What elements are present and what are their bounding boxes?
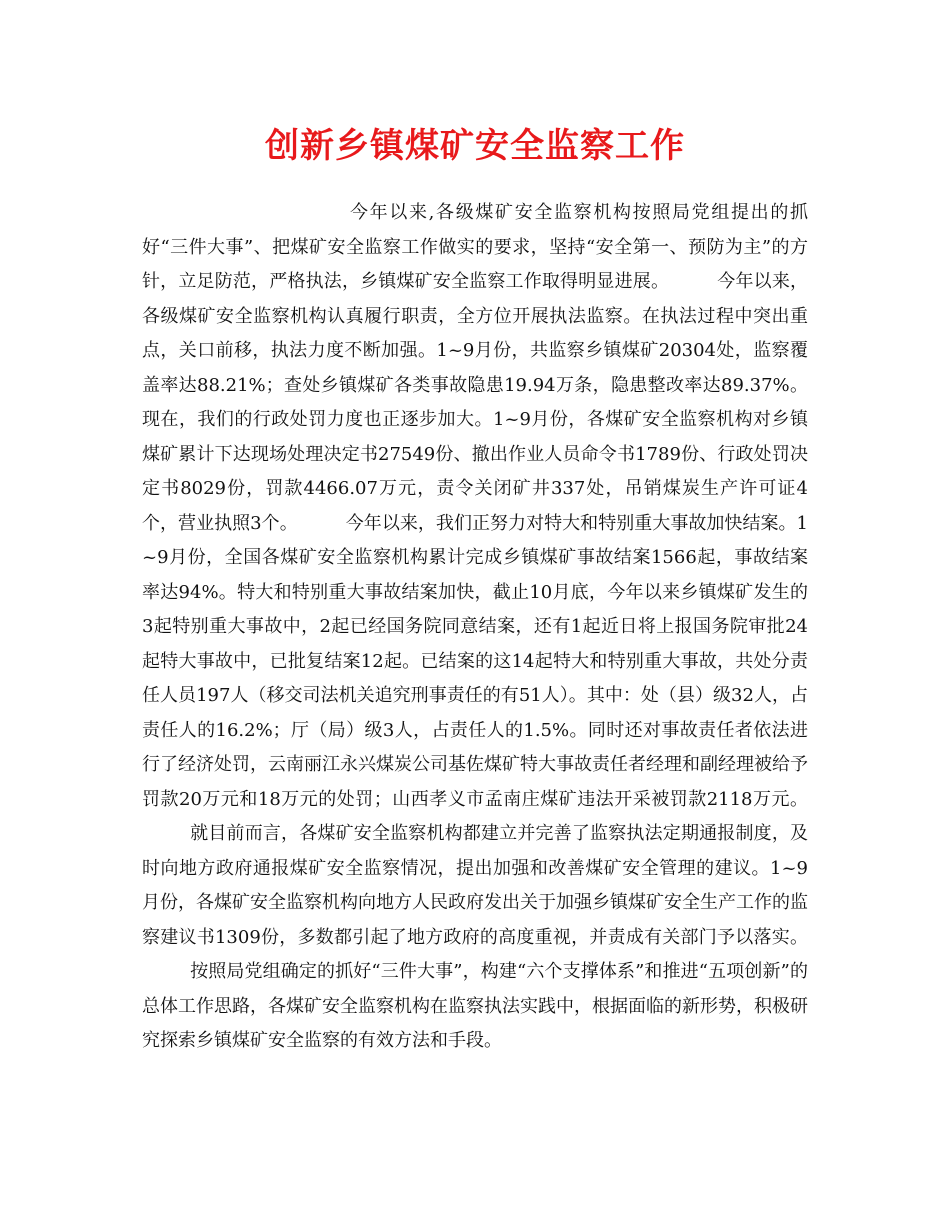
- document-title: 创新乡镇煤矿安全监察工作: [265, 126, 685, 166]
- paragraph-2: 今年以来，各级煤矿安全监察机构认真履行职责，全方位开展执法监察。在执法过程中突出重点，关口前移，执法力度不断加强。1~9月份，共监察乡镇煤矿20304处，监察覆盖率达88.21%；查处乡镇煤矿各类事故隐患19.94万条，隐患整改率达89.37%。现在，我们的行政处罚力度也正逐步加大。1~9月份，各煤矿安全监察机构对乡镇煤矿累计下达现场处理决定书27549份、撤出作业人员命令书1789份、行政处罚决定书8029份，罚款4466.07万元，责令关闭矿井337处，吊销煤炭生产许可证4个，营业执照3个。: [142, 271, 809, 534]
- paragraph-3: 今年以来，我们正努力对特大和特别重大事故加快结案。1~9月份，全国各煤矿安全监察机构累计完成乡镇煤矿事故结案1566起，事故结案率达94%。特大和特别重大事故结案加快，截止10月底，今年以来乡镇煤矿发生的3起特别重大事故中，2起已经国务院同意结案，还有1起近日将上报国务院审批24起特大事故中，已批复结案12起。已结案的这14起特大和特别重大事故，共处分责任人员197人（移交司法机关追究刑事责任的有51人）。其中：处（县）级32人，占责任人的16.2%；厅（局）级3人，占责任人的1.5%。同时还对事故责任者依法进行了经济处罚，云南丽江永兴煤炭公司基佐煤矿特大事故责任者经理和副经理被给予罚款20万元和18万元的处罚；山西孝义市孟南庄煤矿违法开采被罚款2118万元。: [142, 512, 808, 810]
- paragraph-1: 今年以来,各级煤矿安全监察机构按照局党组提出的抓好“三件大事”、把煤矿安全监察工作做实的要求，坚持“安全第一、预防为主”的方针，立足防范，严格执法，乡镇煤矿安全监察工作取得明显进展。: [142, 202, 808, 292]
- paragraph-5: 按照局党组确定的抓好“三件大事”，构建“六个支撑体系”和推进“五项创新”的总体工作思路，各煤矿安全监察机构在监察执法实践中，根据面临的新形势，积极研究探索乡镇煤矿安全监察的有效方法和手段。: [142, 961, 808, 1051]
- document-body: [142, 196, 808, 1059]
- paragraph-4: 就目前而言，各煤矿安全监察机构都建立并完善了监察执法定期通报制度，及时向地方政府通报煤矿安全监察情况，提出加强和改善煤矿安全管理的建议。1~9月份，各煤矿安全监察机构向地方人民政府发出关于加强乡镇煤矿安全生产工作的监察建议书1309份，多数都引起了地方政府的高度重视，并责成有关部门予以落实。: [142, 823, 808, 948]
